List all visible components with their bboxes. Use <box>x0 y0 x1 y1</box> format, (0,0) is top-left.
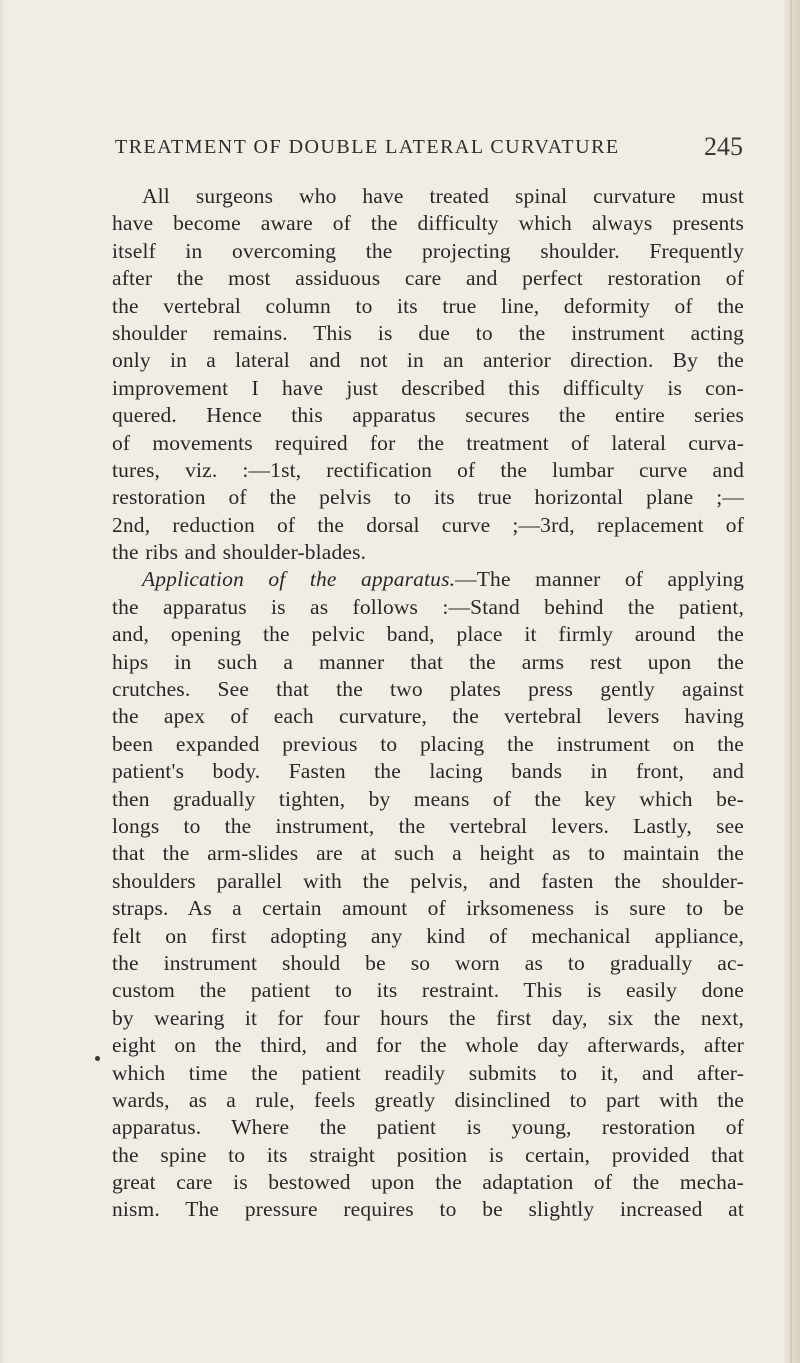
text-line: been expanded previous to placing the instrument on the <box>112 731 744 756</box>
text-line: nism. The pressure requires to be slightly increased at <box>112 1197 744 1222</box>
text-line: improvement I have just described this difficulty is con- <box>112 375 744 400</box>
text-line: and, opening the pelvic band, place it firmly around the <box>112 622 744 647</box>
text-line: only in a lateral and not in an anterior direction. By the <box>112 348 744 373</box>
text-line: by wearing it for four hours the first day, six the next, <box>112 1005 744 1030</box>
text-line: straps. As a certain amount of irksomeness is sure to be <box>112 896 744 921</box>
text-line: All surgeons who have treated spinal curvature must <box>142 184 744 208</box>
text-line: custom the patient to its restraint. This is easily done <box>112 978 744 1003</box>
text-line: then gradually tighten, by means of the key which be- <box>112 786 744 811</box>
text-line: after the most assiduous care and perfect restoration of <box>112 266 744 291</box>
text-line: shoulders parallel with the pelvis, and fasten the shoulder- <box>112 868 744 893</box>
text-line: the apparatus is as follows :—Stand behind the patient, <box>112 594 744 619</box>
text-line: the ribs and shoulder-blades. <box>112 540 367 565</box>
text-line: that the arm-slides are at such a height as to maintain the <box>112 841 744 866</box>
running-title: TREATMENT OF DOUBLE LATERAL CURVATURE <box>115 136 620 158</box>
running-head <box>115 132 743 162</box>
text-line: apparatus. Where the patient is young, restoration of <box>112 1115 744 1140</box>
text-line: quered. Hence this apparatus secures the entire series <box>112 403 744 428</box>
text-line: felt on first adopting any kind of mechanical appliance, <box>112 923 744 948</box>
text-line: which time the patient readily submits to it, and after- <box>112 1060 744 1085</box>
paragraph-2 <box>112 566 744 1223</box>
text-line: restoration of the pelvis to its true horizontal plane ;— <box>112 485 744 510</box>
text-line: eight on the third, and for the whole day afterwards, after <box>112 1033 744 1058</box>
text-line: hips in such a manner that the arms rest upon the <box>112 649 744 674</box>
text-line: have become aware of the difficulty which always presents <box>112 211 744 236</box>
text-line: longs to the instrument, the vertebral levers. Lastly, see <box>112 813 744 838</box>
body-text <box>112 183 744 1224</box>
margin-mark <box>95 1056 100 1061</box>
page-shadow <box>0 0 6 1363</box>
text-line: the vertebral column to its true line, deformity of the <box>112 293 744 318</box>
section-heading: Application of the apparatus. <box>142 567 456 592</box>
text-line: itself in overcoming the projecting shoulder. Frequently <box>112 238 744 263</box>
text-line: crutches. See that the two plates press gently against <box>112 677 744 702</box>
text-line: the apex of each curvature, the vertebral levers having <box>112 704 744 729</box>
text-line: the instrument should be so worn as to gradually ac- <box>112 950 744 975</box>
text-line: great care is bestowed upon the adaptation of the mecha- <box>112 1170 744 1195</box>
text-run: —The manner of applying <box>455 567 744 592</box>
text-line: shoulder remains. This is due to the instrument acting <box>112 320 744 345</box>
page-number: 245 <box>704 132 743 161</box>
text-line: of movements required for the treatment of lateral curva- <box>112 430 744 455</box>
text-line: patient's body. Fasten the lacing bands in front, and <box>112 759 744 784</box>
page-edge <box>784 0 800 1363</box>
paragraph-2-first-line <box>112 566 744 593</box>
text-line: the spine to its straight position is certain, provided that <box>112 1142 744 1167</box>
text-line: 2nd, reduction of the dorsal curve ;—3rd, replacement of <box>112 512 744 537</box>
text-line: wards, as a rule, feels greatly disinclined to part with the <box>112 1087 744 1112</box>
text-line: tures, viz. :—1st, rectification of the lumbar curve and <box>112 457 744 482</box>
paragraph-1 <box>112 183 744 566</box>
